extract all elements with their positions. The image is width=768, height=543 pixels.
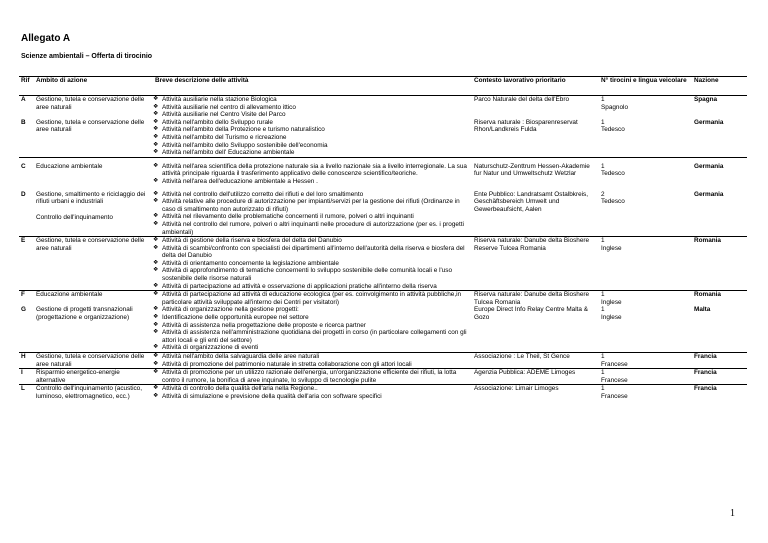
- activity-text: Attività nell'ambito della Protezione e turismo naturalistico: [162, 126, 325, 134]
- tirocini-language: Francese: [601, 376, 628, 384]
- activity-text: Attività di controllo della qualità dell'aria nella Regione..: [162, 385, 318, 393]
- tirocini-cell: [598, 163, 691, 186]
- rif-cell-empty: [19, 104, 33, 112]
- tirocini-count: 2: [601, 190, 605, 198]
- activity-text: Attività di assistenza nella progettazione delle proposte e ricerca partner: [162, 321, 366, 329]
- contesto-cell: Associazione : Le Theil, St Gence: [471, 353, 598, 369]
- diamond-bullet-icon: ❖: [153, 329, 159, 336]
- contesto-cell: Riserva naturale : Biosparenreservat Rhon/Landkreis Fulda: [474, 118, 578, 134]
- contesto-cell: Naturschutz-Zenttrum Hessen-Akademie fur Natur und Umweltschutz Wetzlar: [474, 162, 590, 178]
- rif-cell: H: [19, 353, 33, 361]
- contesto-cell: Agenzia Pubblica: ADEME Limoges: [471, 369, 598, 385]
- tirocini-count: 1: [601, 237, 605, 245]
- ambito-text: Gestione, smaltimento e riciclaggio dei rifiuti urbani e industriali: [36, 190, 146, 206]
- activity-cell: [152, 237, 471, 245]
- activity-text: Attività di organizzazione di eventi: [162, 344, 259, 352]
- activity-cell: [152, 178, 471, 186]
- tirocini-cell: [598, 385, 691, 401]
- activity-cell: [152, 260, 471, 268]
- activity-cell: [152, 361, 471, 369]
- diamond-bullet-icon: ❖: [153, 291, 159, 298]
- activity-text: Attività di organizzazione nella gestione progetti:: [162, 306, 299, 314]
- tirocini-count: 1: [601, 385, 605, 393]
- activity-text: Attività nell'ambito dello Sviluppo rurale: [162, 118, 273, 126]
- table-row: [19, 237, 747, 245]
- diamond-bullet-icon: ❖: [153, 314, 159, 321]
- diamond-bullet-icon: ❖: [153, 96, 159, 102]
- activity-cell: [152, 314, 471, 322]
- diamond-bullet-icon: ❖: [153, 344, 159, 351]
- header-nazione: Nazione: [691, 77, 747, 96]
- activity-text: Identificazione delle opportunità europee nel settore: [162, 314, 309, 322]
- diamond-bullet-icon: ❖: [153, 126, 159, 133]
- header-tirocini: N° tirocini e lingua veicolare: [598, 77, 691, 96]
- activity-text: Attività di partecipazione ad attività di educazione ecologica (per es. coinvolgimento in attività pubbliche,in particolare attività sviluppate all'interno dei Centri per visitatori): [162, 291, 462, 306]
- diamond-bullet-icon: ❖: [153, 237, 159, 244]
- ambito-text: Educazione ambientale: [36, 291, 103, 299]
- activity-cell: [152, 142, 471, 150]
- tirocini-count: 1: [601, 162, 605, 170]
- rif-cell-empty: [19, 221, 33, 237]
- activity-text: Attività nel controllo del rumore, polveri o altri inquinanti nelle procedure di autorizzazione (per es. i progetti ambientali): [162, 220, 464, 236]
- tirocini-cell: [598, 191, 691, 237]
- activity-text: Attività di assistenza nell'amministrazione quotidiana dei progetti in corso (in particolare collegamenti con gli attori locali e gli enti del settore): [162, 329, 467, 344]
- diamond-bullet-icon: ❖: [153, 103, 159, 110]
- activity-text: Attività di orientamento concernente la legislazione ambientale: [162, 259, 339, 267]
- activity-cell: [152, 369, 471, 385]
- tirocini-cell: [598, 353, 691, 369]
- contesto-cell: Ente Pubblico: Landratsamt Ostalbkreis, Geschäftsbereich Umwelt und Gewerbeaufsicht, Aalen: [474, 190, 589, 213]
- rif-cell: C: [21, 162, 26, 170]
- ambito-cell: [33, 191, 152, 237]
- activity-text: Attività di partecipazione ad attività e osservazione di applicazioni pratiche all'interno della riserva: [162, 282, 437, 290]
- activity-text: Attività di promozione per un utilizzo razionale dell'energia, un'organizzazione efficiente dei rifiuti, la lotta contro il rumore, la bonifica di aree inquinate, lo sviluppo di tecnologie pulite: [162, 369, 457, 384]
- activity-text: Attività nel rilevamento delle problematiche concernenti il rumore, polveri o altri inquinanti: [162, 213, 414, 221]
- activity-cell: [152, 221, 471, 237]
- diamond-bullet-icon: ❖: [153, 306, 159, 313]
- activity-cell: [152, 163, 471, 178]
- rif-cell-empty: [19, 329, 33, 344]
- table-row: [19, 369, 747, 385]
- activity-cell: [152, 111, 471, 119]
- diamond-bullet-icon: ❖: [153, 244, 159, 251]
- tirocini-language: Tedesco: [601, 198, 625, 206]
- rif-cell-empty: [19, 267, 33, 282]
- nazione-cell: Romania: [691, 237, 747, 291]
- ambito-cell: [33, 306, 152, 352]
- nazione-cell: Francia: [691, 385, 747, 401]
- table-row: [19, 291, 747, 307]
- rif-cell: I: [19, 369, 33, 385]
- nazione-cell: Germania: [694, 118, 724, 126]
- ambito-cell: [33, 119, 152, 157]
- ambito-text: Controllo dell'inquinamento (acustico, luminoso, elettromagnetico, ecc.): [36, 385, 143, 400]
- page-number: 1: [730, 508, 735, 519]
- ambito-cell: [33, 369, 152, 385]
- rif-cell: G: [21, 306, 26, 314]
- tirocini-cell: [598, 119, 691, 157]
- activity-text: Attività ausiliarie nel centro di allevamento ittico: [162, 103, 296, 111]
- rif-cell: F: [19, 291, 33, 307]
- diamond-bullet-icon: ❖: [153, 141, 159, 148]
- ambito-cell: [33, 353, 152, 369]
- activity-cell: [152, 96, 471, 104]
- diamond-bullet-icon: ❖: [153, 133, 159, 140]
- tirocini-count: 1: [601, 306, 605, 314]
- diamond-bullet-icon: ❖: [153, 385, 159, 392]
- rif-cell-empty: [19, 149, 33, 157]
- table-row: [19, 353, 747, 361]
- nazione-cell: Francia: [691, 353, 747, 369]
- rif-cell-empty: [19, 314, 33, 322]
- activity-cell: [152, 245, 471, 260]
- rif-cell-empty: [19, 283, 33, 291]
- header-ambito: Ambito di azione: [33, 77, 152, 96]
- tirocini-language: Inglese: [601, 244, 622, 252]
- activity-text: Attività ausiliarie nella stazione Biologica: [162, 96, 277, 103]
- ambito-cell: [33, 96, 152, 119]
- activity-text: Attività nell'ambito della salvaguardia delle aree naturali: [162, 353, 320, 360]
- activity-cell: [152, 322, 471, 330]
- tirocini-language: Tedesco: [601, 126, 625, 134]
- tirocini-count: 1: [601, 96, 605, 103]
- activity-cell: [152, 149, 471, 157]
- nazione-cell: Spagna: [694, 96, 718, 103]
- rif-cell-empty: [19, 134, 33, 142]
- header-rif: Rif: [19, 77, 33, 96]
- activity-text: Attività nell'area scientifica della protezione naturale sia a livello nazionale sia a livello interregionale. La sua attività principale riguarda il trasferimento applicativo delle conoscenze scientifico/teoriche.: [162, 162, 467, 178]
- tirocini-cell: [598, 291, 691, 307]
- contesto-cell: Riserva naturale: Danube delta Bioshere Reserve Tulcea Romania: [471, 237, 598, 291]
- activity-cell: [152, 119, 471, 127]
- rif-cell-empty: [19, 213, 33, 221]
- document-subtitle: Scienze ambientali – Offerta di tirocinio: [21, 53, 153, 60]
- rif-cell: L: [19, 385, 33, 393]
- rif-cell: E: [19, 237, 33, 245]
- nazione-cell: Francia: [691, 369, 747, 385]
- table-row: [19, 191, 747, 199]
- table-row: [19, 163, 747, 178]
- activity-text: Attività nell'ambito del Turismo e ricreazione: [162, 133, 287, 141]
- activity-text: Attività di simulazione e previsione della qualità dell'aria con software specifici: [162, 392, 382, 400]
- activity-cell: [152, 267, 471, 282]
- tirocini-cell: [598, 306, 691, 352]
- activity-text: Attività nel controllo dell'utilizzo corretto dei rifiuti e del loro smaltimento: [162, 190, 364, 198]
- table-row: [19, 306, 747, 314]
- diamond-bullet-icon: ❖: [153, 392, 159, 399]
- tirocini-language: Francese: [601, 360, 628, 368]
- diamond-bullet-icon: ❖: [153, 190, 159, 197]
- ambito-text: Gestione, tutela e conservazione delle aree naturali: [36, 118, 145, 134]
- tirocini-language: Tedesco: [601, 170, 625, 178]
- activity-text: Attività relative alle procedure di autorizzazione per impianti/servizi per la gestione dei rifiuti (Ordinanze in caso di smaltimento non autorizzato di rifiuti): [162, 198, 460, 213]
- rif-cell-empty: [19, 344, 33, 352]
- tirocini-language: Spagnolo: [601, 103, 629, 111]
- contesto-cell: Parco Naturale del delta dell'Ebro: [474, 96, 570, 103]
- rif-cell: A: [21, 96, 26, 103]
- ambito-text: Gestione, tutela e conservazione delle aree naturali: [36, 96, 145, 111]
- table-row: [19, 119, 747, 127]
- ambito-cell: [33, 237, 152, 291]
- activity-cell: [152, 126, 471, 134]
- tirocini-count: 1: [601, 369, 605, 377]
- diamond-bullet-icon: ❖: [153, 111, 159, 118]
- rif-cell-empty: [19, 178, 33, 186]
- rif-cell-empty: [19, 111, 33, 119]
- diamond-bullet-icon: ❖: [153, 282, 159, 289]
- internship-offer-table: [19, 76, 747, 401]
- activity-text: Attività di approfondimento di tematiche concernenti lo sviluppo sostenibile delle comunità locali e l'uso sostenibile delle risorse naturali: [162, 267, 453, 283]
- activity-cell: [152, 104, 471, 112]
- tirocini-count: 1: [601, 353, 605, 360]
- table-row: [19, 96, 747, 104]
- rif-cell-empty: [19, 322, 33, 330]
- nazione-cell: Malta: [694, 306, 711, 314]
- ambito-text: Gestione di progetti transnazionali (progettazione e organizzazione): [36, 306, 133, 322]
- header-descrizione: Breve descrizione delle attività: [152, 77, 471, 96]
- diamond-bullet-icon: ❖: [153, 369, 159, 376]
- contesto-cell: Europe Direct Info Relay Centre Malta & Gozo: [474, 306, 589, 322]
- activity-cell: [152, 191, 471, 199]
- nazione-cell: Romania: [691, 291, 747, 307]
- diamond-bullet-icon: ❖: [153, 220, 159, 227]
- ambito-cell: [33, 163, 152, 186]
- rif-cell-empty: [19, 260, 33, 268]
- activity-cell: [152, 393, 471, 401]
- activity-text: Attività di gestione della riserva e biosfera del delta del Danubio: [162, 237, 342, 245]
- rif-cell-empty: [19, 361, 33, 369]
- diamond-bullet-icon: ❖: [153, 149, 159, 156]
- activity-text: Attività di promozione del patrimonio naturale in stretta collaborazione con gli attori locali: [162, 360, 412, 368]
- diamond-bullet-icon: ❖: [153, 162, 159, 169]
- table-body: [19, 96, 747, 401]
- activity-cell: [152, 353, 471, 361]
- activity-text: Attività ausiliarie nel Centro Visite del Parco: [162, 111, 286, 119]
- activity-text: Attività nell'area dell'educazione ambientale a Hessen .: [162, 177, 318, 185]
- rif-cell-empty: [19, 393, 33, 401]
- ambito-text: Risparmio energetico-energie alternative: [36, 369, 120, 384]
- tirocini-count: 1: [601, 118, 605, 126]
- rif-cell-empty: [19, 245, 33, 260]
- activity-text: Attività di scambi/confronto con specialisti dei dipartimenti all'interno dell'autorità della riserva e biosfera del delta del Danubio: [162, 244, 465, 260]
- rif-cell-empty: [19, 198, 33, 213]
- activity-text: Attività nell'ambito dello Sviluppo sostenibile dell'economia: [162, 141, 328, 149]
- tirocini-cell: [598, 96, 691, 119]
- diamond-bullet-icon: ❖: [153, 118, 159, 125]
- document-title: Allegato A: [21, 33, 71, 44]
- diamond-bullet-icon: ❖: [153, 177, 159, 184]
- activity-cell: [152, 291, 471, 307]
- tirocini-language: Inglese: [601, 314, 622, 322]
- diamond-bullet-icon: ❖: [153, 267, 159, 274]
- ambito-text: Educazione ambientale: [36, 162, 103, 170]
- table-header-row: [19, 77, 747, 96]
- tirocini-cell: [598, 369, 691, 385]
- ambito-text: Gestione, tutela e conservazione delle aree naturali: [36, 237, 145, 252]
- table-row: [19, 385, 747, 393]
- ambito-text: Gestione, tutela e conservazione delle aree naturali: [36, 353, 145, 368]
- activity-cell: [152, 283, 471, 291]
- ambito-cell: [33, 291, 152, 307]
- diamond-bullet-icon: ❖: [153, 321, 159, 328]
- tirocini-language: Inglese: [601, 298, 622, 306]
- nazione-cell: Germania: [694, 162, 724, 170]
- activity-cell: [152, 385, 471, 393]
- ambito-secondary-text: Controllo dell'inquinamento: [36, 213, 113, 221]
- diamond-bullet-icon: ❖: [153, 198, 159, 205]
- rif-cell-empty: [19, 126, 33, 134]
- contesto-cell: Riserva naturale: Danube delta Bioshere Tulcea Romania: [471, 291, 598, 307]
- rif-cell: B: [21, 118, 26, 126]
- contesto-cell: Associazione: Limair Limoges: [471, 385, 598, 401]
- activity-cell: [152, 198, 471, 213]
- rif-cell: D: [21, 190, 26, 198]
- nazione-cell: Germania: [694, 190, 724, 198]
- activity-text: Attività nell'ambito dell' Educazione ambientale: [162, 149, 295, 157]
- rif-cell-empty: [19, 142, 33, 150]
- activity-cell: [152, 344, 471, 352]
- diamond-bullet-icon: ❖: [153, 259, 159, 266]
- diamond-bullet-icon: ❖: [153, 213, 159, 220]
- header-contesto: Contesto lavorativo prioritario: [471, 77, 598, 96]
- activity-cell: [152, 329, 471, 344]
- diamond-bullet-icon: ❖: [153, 360, 159, 367]
- activity-cell: [152, 213, 471, 221]
- tirocini-cell: [598, 237, 691, 291]
- tirocini-count: 1: [601, 291, 605, 299]
- activity-cell: [152, 306, 471, 314]
- ambito-cell: [33, 385, 152, 401]
- tirocini-language: Francese: [601, 392, 628, 400]
- diamond-bullet-icon: ❖: [153, 353, 159, 359]
- activity-cell: [152, 134, 471, 142]
